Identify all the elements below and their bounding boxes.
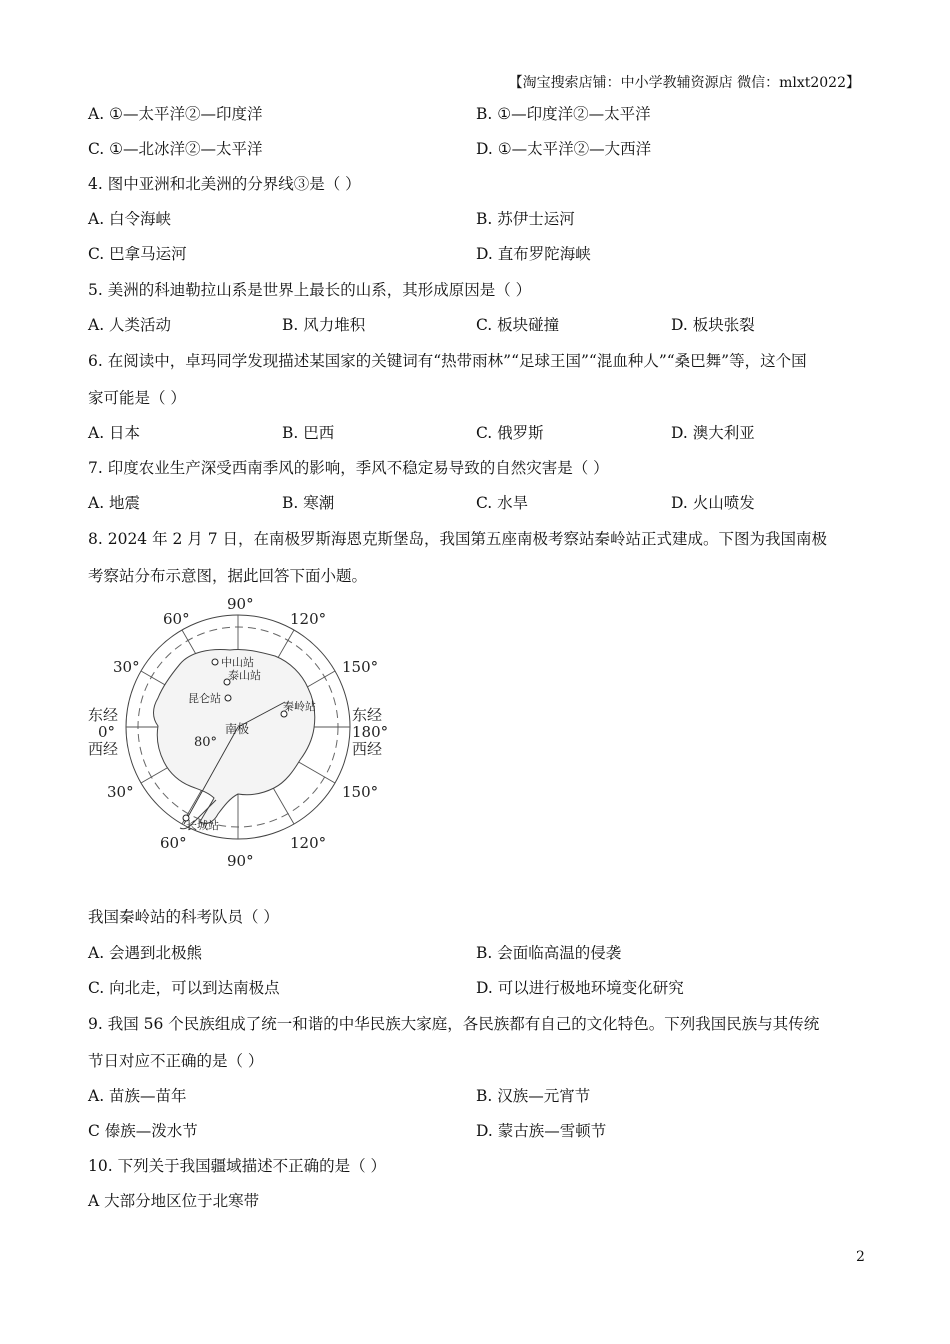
- page-header-watermark: 【淘宝搜索店铺：中小学教辅资源店 微信：mlxt2022】: [508, 75, 860, 91]
- q6-options-row: [88, 421, 868, 445]
- q8-option-a[interactable]: A. 会遇到北极熊: [88, 944, 203, 962]
- q9-option-b[interactable]: B. 汉族—元宵节: [476, 1087, 591, 1105]
- taishan-label: 泰山站: [228, 669, 261, 682]
- qinling-label: 秦岭站: [283, 700, 316, 713]
- q8-sub-stem: 我国秦岭站的科考队员（ ）: [88, 908, 279, 926]
- lon-0-label: 0°: [98, 723, 116, 741]
- lon-120-bottom-right: 120°: [290, 834, 327, 852]
- lat-80-label: 80°: [194, 735, 218, 750]
- zhongshan-station-marker: [212, 659, 218, 665]
- q9-option-c[interactable]: C 傣族—泼水节: [88, 1122, 198, 1140]
- east-label-right: 东经: [352, 706, 383, 724]
- q7-options-row: [88, 491, 868, 515]
- q9-options-row-1: [88, 1084, 868, 1108]
- q3-option-d[interactable]: D. ①—太平洋②—大西洋: [476, 140, 652, 158]
- q9-option-a[interactable]: A. 苗族—苗年: [88, 1087, 187, 1105]
- q5-option-a[interactable]: A. 人类活动: [88, 316, 172, 334]
- lon-30-upper-left: 30°: [113, 658, 140, 676]
- q9-options-row-2: [88, 1119, 868, 1143]
- q5-option-b[interactable]: B. 风力堆积: [282, 316, 366, 334]
- q6-option-a[interactable]: A. 日本: [88, 424, 141, 442]
- q5-options-row: [88, 313, 868, 337]
- q4-stem: 4. 图中亚洲和北美洲的分界线③是（ ）: [88, 175, 361, 193]
- q3-option-b[interactable]: B. ①—印度洋②—太平洋: [476, 105, 651, 123]
- kunlun-station-marker: [225, 695, 231, 701]
- q4-option-c[interactable]: C. 巴拿马运河: [88, 245, 187, 263]
- q5-option-d[interactable]: D. 板块张裂: [671, 316, 755, 334]
- q3-option-a[interactable]: A. ①—太平洋②—印度洋: [88, 105, 263, 123]
- q9-stem-line-1: 9. 我国 56 个民族组成了统一和谐的中华民族大家庭，各民族都有自己的文化特色。下列我国民族与其传统: [88, 1015, 820, 1033]
- q7-option-d[interactable]: D. 火山喷发: [671, 494, 755, 512]
- lon-150-upper-right: 150°: [342, 658, 379, 676]
- q7-stem: 7. 印度农业生产深受西南季风的影响，季风不稳定易导致的自然灾害是（ ）: [88, 459, 609, 477]
- q8-stem-line-1: 8. 2024 年 2 月 7 日，在南极罗斯海恩克斯堡岛，我国第五座南极考察站秦岭站正式建成。下图为我国南极: [88, 530, 828, 548]
- q8-option-c[interactable]: C. 向北走，可以到达南极点: [88, 979, 280, 997]
- q5-option-c[interactable]: C. 板块碰撞: [476, 316, 560, 334]
- q8-stem-line-2: 考察站分布示意图，据此回答下面小题。: [88, 567, 368, 585]
- q3-option-c[interactable]: C. ①—北冰洋②—太平洋: [88, 140, 263, 158]
- page-number: 2: [856, 1249, 865, 1265]
- lon-60-top-left: 60°: [163, 610, 190, 628]
- lon-30-lower-left: 30°: [107, 783, 134, 801]
- q4-options-row-2: [88, 242, 868, 266]
- q3-options-row-1: [88, 102, 868, 126]
- q9-option-d[interactable]: D. 蒙古族—雪顿节: [476, 1122, 607, 1140]
- antarctic-stations-map: [80, 592, 400, 882]
- q5-stem: 5. 美洲的科迪勒拉山系是世界上最长的山系，其形成原因是（ ）: [88, 281, 532, 299]
- q6-option-b[interactable]: B. 巴西: [282, 424, 335, 442]
- east-label-left: 东经: [88, 706, 119, 724]
- q7-option-a[interactable]: A. 地震: [88, 494, 141, 512]
- q6-option-d[interactable]: D. 澳大利亚: [671, 424, 755, 442]
- q9-stem-line-2: 节日对应不正确的是（ ）: [88, 1052, 264, 1070]
- q8-options-row-2: [88, 976, 868, 1000]
- q7-option-b[interactable]: B. 寒潮: [282, 494, 335, 512]
- lon-60-bottom-left: 60°: [160, 834, 187, 852]
- q4-option-a[interactable]: A. 白令海峡: [88, 210, 172, 228]
- q10-option-a[interactable]: A 大部分地区位于北寒带: [88, 1192, 260, 1210]
- zhongshan-label: 中山站: [221, 656, 254, 669]
- q10-stem: 10. 下列关于我国疆域描述不正确的是（ ）: [88, 1157, 387, 1175]
- kunlun-label: 昆仑站: [188, 692, 221, 705]
- lon-90-top: 90°: [227, 595, 254, 613]
- q6-stem-line-2: 家可能是（ ）: [88, 389, 186, 407]
- west-label-left: 西经: [88, 740, 119, 758]
- q8-option-b[interactable]: B. 会面临高温的侵袭: [476, 944, 622, 962]
- west-label-right: 西经: [352, 740, 383, 758]
- q7-option-c[interactable]: C. 水旱: [476, 494, 529, 512]
- q6-option-c[interactable]: C. 俄罗斯: [476, 424, 544, 442]
- lon-120-top-right: 120°: [290, 610, 327, 628]
- q4-option-b[interactable]: B. 苏伊士运河: [476, 210, 575, 228]
- q8-options-row-1: [88, 941, 868, 965]
- q6-stem-line-1: 6. 在阅读中，卓玛同学发现描述某国家的关键词有“热带雨林”“足球王国”“混血种人”“桑巴舞”等，这个国: [88, 352, 807, 370]
- lon-150-lower-right: 150°: [342, 783, 379, 801]
- q4-options-row-1: [88, 207, 868, 231]
- lon-180-label: 180°: [352, 723, 389, 741]
- south-pole-label: 南极: [225, 722, 250, 736]
- lon-90-bottom: 90°: [227, 852, 254, 870]
- changcheng-label: 长城站: [186, 819, 219, 832]
- q3-options-row-2: [88, 137, 868, 161]
- q4-option-d[interactable]: D. 直布罗陀海峡: [476, 245, 591, 263]
- q8-option-d[interactable]: D. 可以进行极地环境变化研究: [476, 979, 684, 997]
